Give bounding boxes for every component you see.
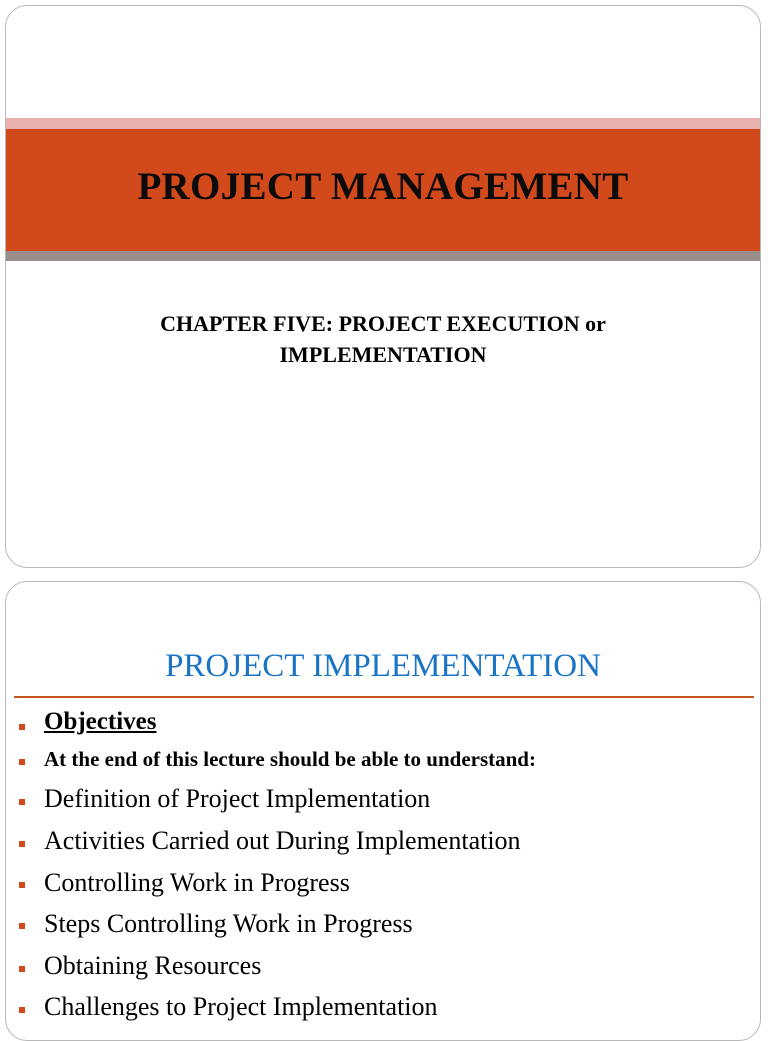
bullet-text: Controlling Work in Progress xyxy=(44,868,350,897)
title-band-top-stripe xyxy=(6,118,760,129)
square-bullet-icon xyxy=(19,882,25,888)
square-bullet-icon xyxy=(19,799,25,805)
bullet-text: Definition of Project Implementation xyxy=(44,784,431,813)
square-bullet-icon xyxy=(19,759,25,765)
objectives-slide xyxy=(5,581,761,1041)
title-divider xyxy=(14,696,754,698)
square-bullet-icon xyxy=(19,966,25,972)
bullet-text: Objectives xyxy=(44,708,157,735)
square-bullet-icon xyxy=(19,841,25,847)
bullet-text: At the end of this lecture should be able to understand: xyxy=(44,747,536,771)
subtitle-line-2: IMPLEMENTATION xyxy=(279,342,487,367)
section-title: PROJECT IMPLEMENTATION xyxy=(165,648,601,684)
square-bullet-icon xyxy=(19,923,25,929)
slide-subtitle xyxy=(106,308,660,370)
square-bullet-icon xyxy=(19,724,25,730)
square-bullet-icon xyxy=(19,1007,25,1013)
title-slide xyxy=(5,5,761,568)
slide-title: PROJECT MANAGEMENT xyxy=(137,165,629,208)
title-band-bottom-stripe xyxy=(6,251,760,261)
bullet-text: Challenges to Project Implementation xyxy=(44,992,438,1021)
bullet-text: Obtaining Resources xyxy=(44,951,262,980)
bullet-text: Activities Carried out During Implementation xyxy=(44,826,521,855)
bullet-text: Steps Controlling Work in Progress xyxy=(44,909,413,938)
subtitle-line-1: CHAPTER FIVE: PROJECT EXECUTION or xyxy=(160,311,606,336)
